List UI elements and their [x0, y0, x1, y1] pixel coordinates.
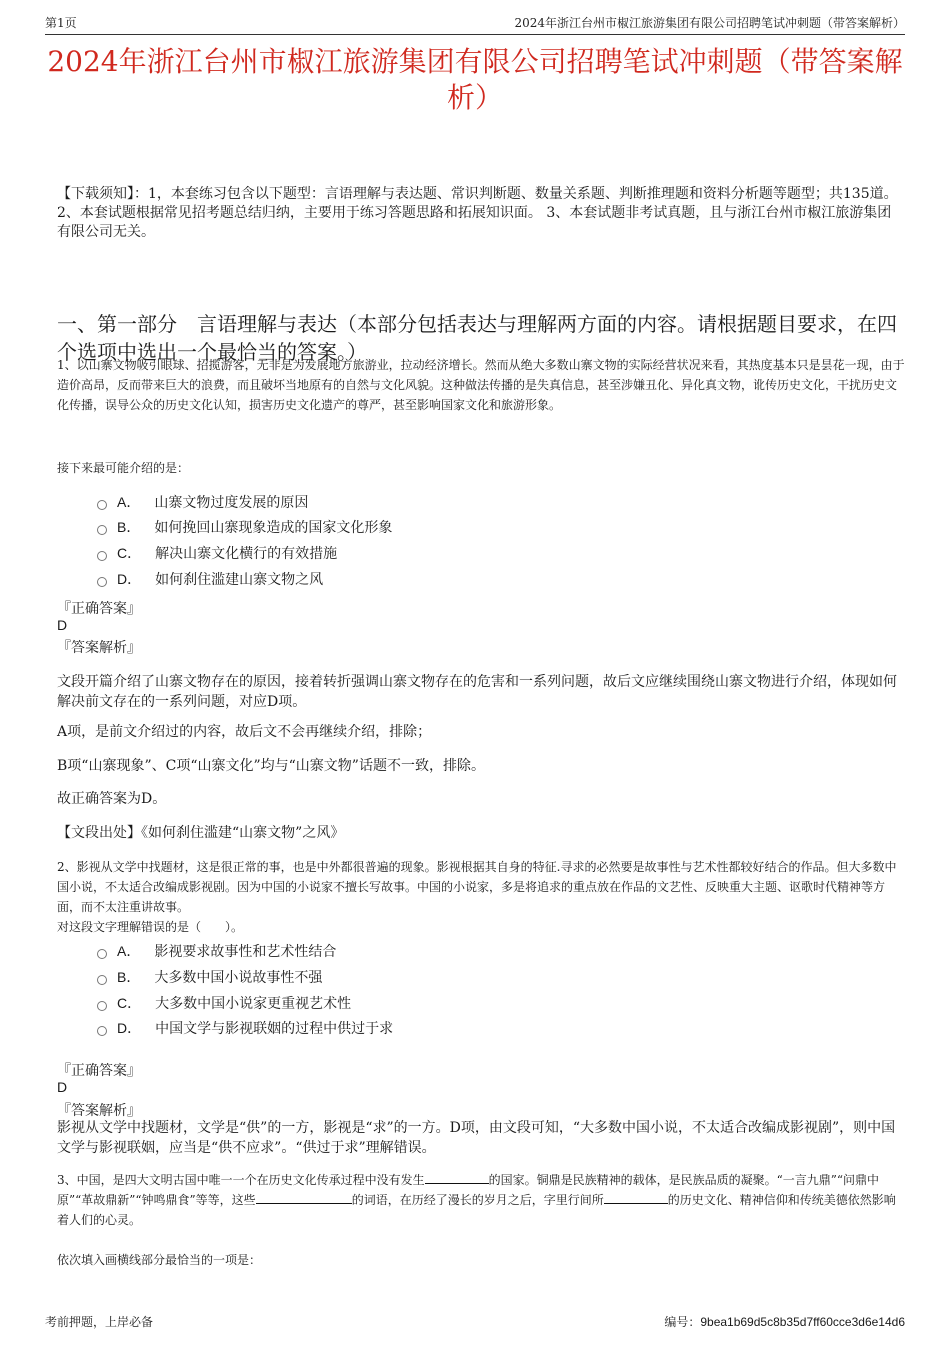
q1-option-d[interactable]: D． 如何刹住滥建山寨文物之风	[97, 569, 323, 590]
q2-option-b[interactable]: B． 大多数中国小说故事性不强	[97, 967, 322, 988]
radio-icon[interactable]	[97, 975, 107, 985]
radio-icon[interactable]	[97, 500, 107, 510]
question-2-prompt: 对这段文字理解错误的是（ ）。	[57, 920, 244, 934]
q2-analysis-label: 『答案解析』	[57, 1103, 141, 1119]
q1-option-c[interactable]: C． 解决山寨文化横行的有效措施	[97, 543, 337, 564]
q2-answer: D	[57, 1079, 68, 1095]
q1-analysis-label: 『答案解析』	[57, 640, 141, 656]
footer-code: 编号：9bea1b69d5c8b35d7ff60cce3d6e14d6	[664, 1315, 905, 1329]
q1-analysis-2: A项，是前文介绍过的内容，故后文不会再继续介绍，排除；	[57, 724, 432, 740]
page-number: 第1页	[45, 16, 77, 30]
document-title: 2024年浙江台州市椒江旅游集团有限公司招聘笔试冲刺题（带答案解析）	[47, 45, 903, 114]
section-heading: 一、第一部分 言语理解与表达（本部分包括表达与理解两方面的内容。请根据题目要求，在四个选项中选出一个最恰当的答案。）	[57, 312, 897, 364]
radio-icon[interactable]	[97, 949, 107, 959]
q2-option-a[interactable]: A． 影视要求故事性和艺术性结合	[97, 941, 336, 962]
radio-icon[interactable]	[97, 577, 107, 587]
q1-option-b[interactable]: B． 如何挽回山寨现象造成的国家文化形象	[97, 517, 392, 538]
q1-source: 【文段出处】《如何刹住滥建“山寨文物”之风》	[57, 825, 345, 841]
question-2-text: 2、影视从文学中找题材，这是很正常的事，也是中外都很普遍的现象。影视根据其自身的特征.寻求的必然要是故事性与艺术性都较好结合的作品。但大多数中国小说，不太适合改编成影视剧。因为中国的小说家不擅长写故事。中国的小说家，多是将追求的重点放在作品的文艺性、反映重大主题、讴歌时代精神等方面，而不太注重讲故事。	[57, 860, 897, 914]
header-doc-title: 2024年浙江台州市椒江旅游集团有限公司招聘笔试冲刺题（带答案解析）	[514, 16, 905, 30]
q1-analysis-4: 故正确答案为D。	[57, 791, 167, 807]
download-notice: 【下载须知】：1，本套练习包含以下题型：言语理解与表达题、常识判断题、数量关系题、判断推理题和资料分析题等题型；共135道。 2、本套试题根据常见招考题总结归纳，主要用于练习答题思路和拓展知识面。 3、本套试题非考试真题，且与浙江台州市椒江旅游集团有限公司无关。	[57, 186, 898, 240]
radio-icon[interactable]	[97, 525, 107, 535]
q2-correct-label: 『正确答案』	[57, 1063, 141, 1079]
q2-option-d[interactable]: D． 中国文学与影视联姻的过程中供过于求	[97, 1018, 393, 1039]
fill-blank-3[interactable]	[604, 1191, 668, 1204]
radio-icon[interactable]	[97, 551, 107, 561]
q2-option-c[interactable]: C． 大多数中国小说家更重视艺术性	[97, 993, 351, 1014]
q1-correct-label: 『正确答案』	[57, 601, 141, 617]
question-3-text: 3、中国，是四大文明古国中唯一一个在历史文化传承过程中没有发生 的国家。铜鼎是民族精神的载体，是民族品质的凝聚。“一言九鼎”“问鼎中原”“革故鼎新”“钟鸣鼎食”等等，这些 的词语，在历经了漫长的岁月之后，字里行间所 的历史文化、精神信仰和传统美德依然影响着人们的心灵。	[57, 1173, 896, 1227]
question-1-prompt: 接下来最可能介绍的是：	[57, 461, 190, 475]
header-divider	[45, 34, 905, 35]
question-3-prompt: 依次填入画横线部分最恰当的一项是：	[57, 1253, 262, 1267]
q1-analysis-1: 文段开篇介绍了山寨文物存在的原因，接着转折强调山寨文物存在的危害和一系列问题，故后文应继续围绕山寨文物进行介绍，体现如何解决前文存在的一系列问题，对应D项。	[57, 674, 897, 710]
q1-analysis-3: B项“山寨现象”、C项“山寨文化”均与“山寨文物”话题不一致，排除。	[57, 758, 485, 774]
radio-icon[interactable]	[97, 1001, 107, 1011]
fill-blank-1[interactable]	[425, 1171, 489, 1184]
q2-analysis: 影视从文学中找题材，文学是“供”的一方，影视是“求”的一方。D项，由文段可知，“大多数中国小说，不太适合改编成影视剧”，则中国文学与影视联姻，应当是“供不应求”。“供过于求”理解错误。	[57, 1120, 896, 1156]
question-1-text: 1、以山寨文物吸引眼球、招揽游客，无非是为发展地方旅游业，拉动经济增长。然而从绝大多数山寨文物的实际经营状况来看，其热度基本只是昙花一现，由于造价高昂，反而带来巨大的浪费，而且破坏当地原有的自然与文化风貌。这种做法传播的是失真信息，甚至涉嫌丑化、异化真文物，讹传历史文化，干扰历史文化传播，误导公众的历史文化认知，损害历史文化遗产的尊严，甚至影响国家文化和旅游形象。	[57, 358, 905, 412]
radio-icon[interactable]	[97, 1026, 107, 1036]
q1-option-a[interactable]: A． 山寨文物过度发展的原因	[97, 492, 308, 513]
q1-answer: D	[57, 617, 68, 633]
fill-blank-2[interactable]	[256, 1191, 352, 1204]
footer-slogan: 考前押题，上岸必备	[45, 1315, 154, 1329]
